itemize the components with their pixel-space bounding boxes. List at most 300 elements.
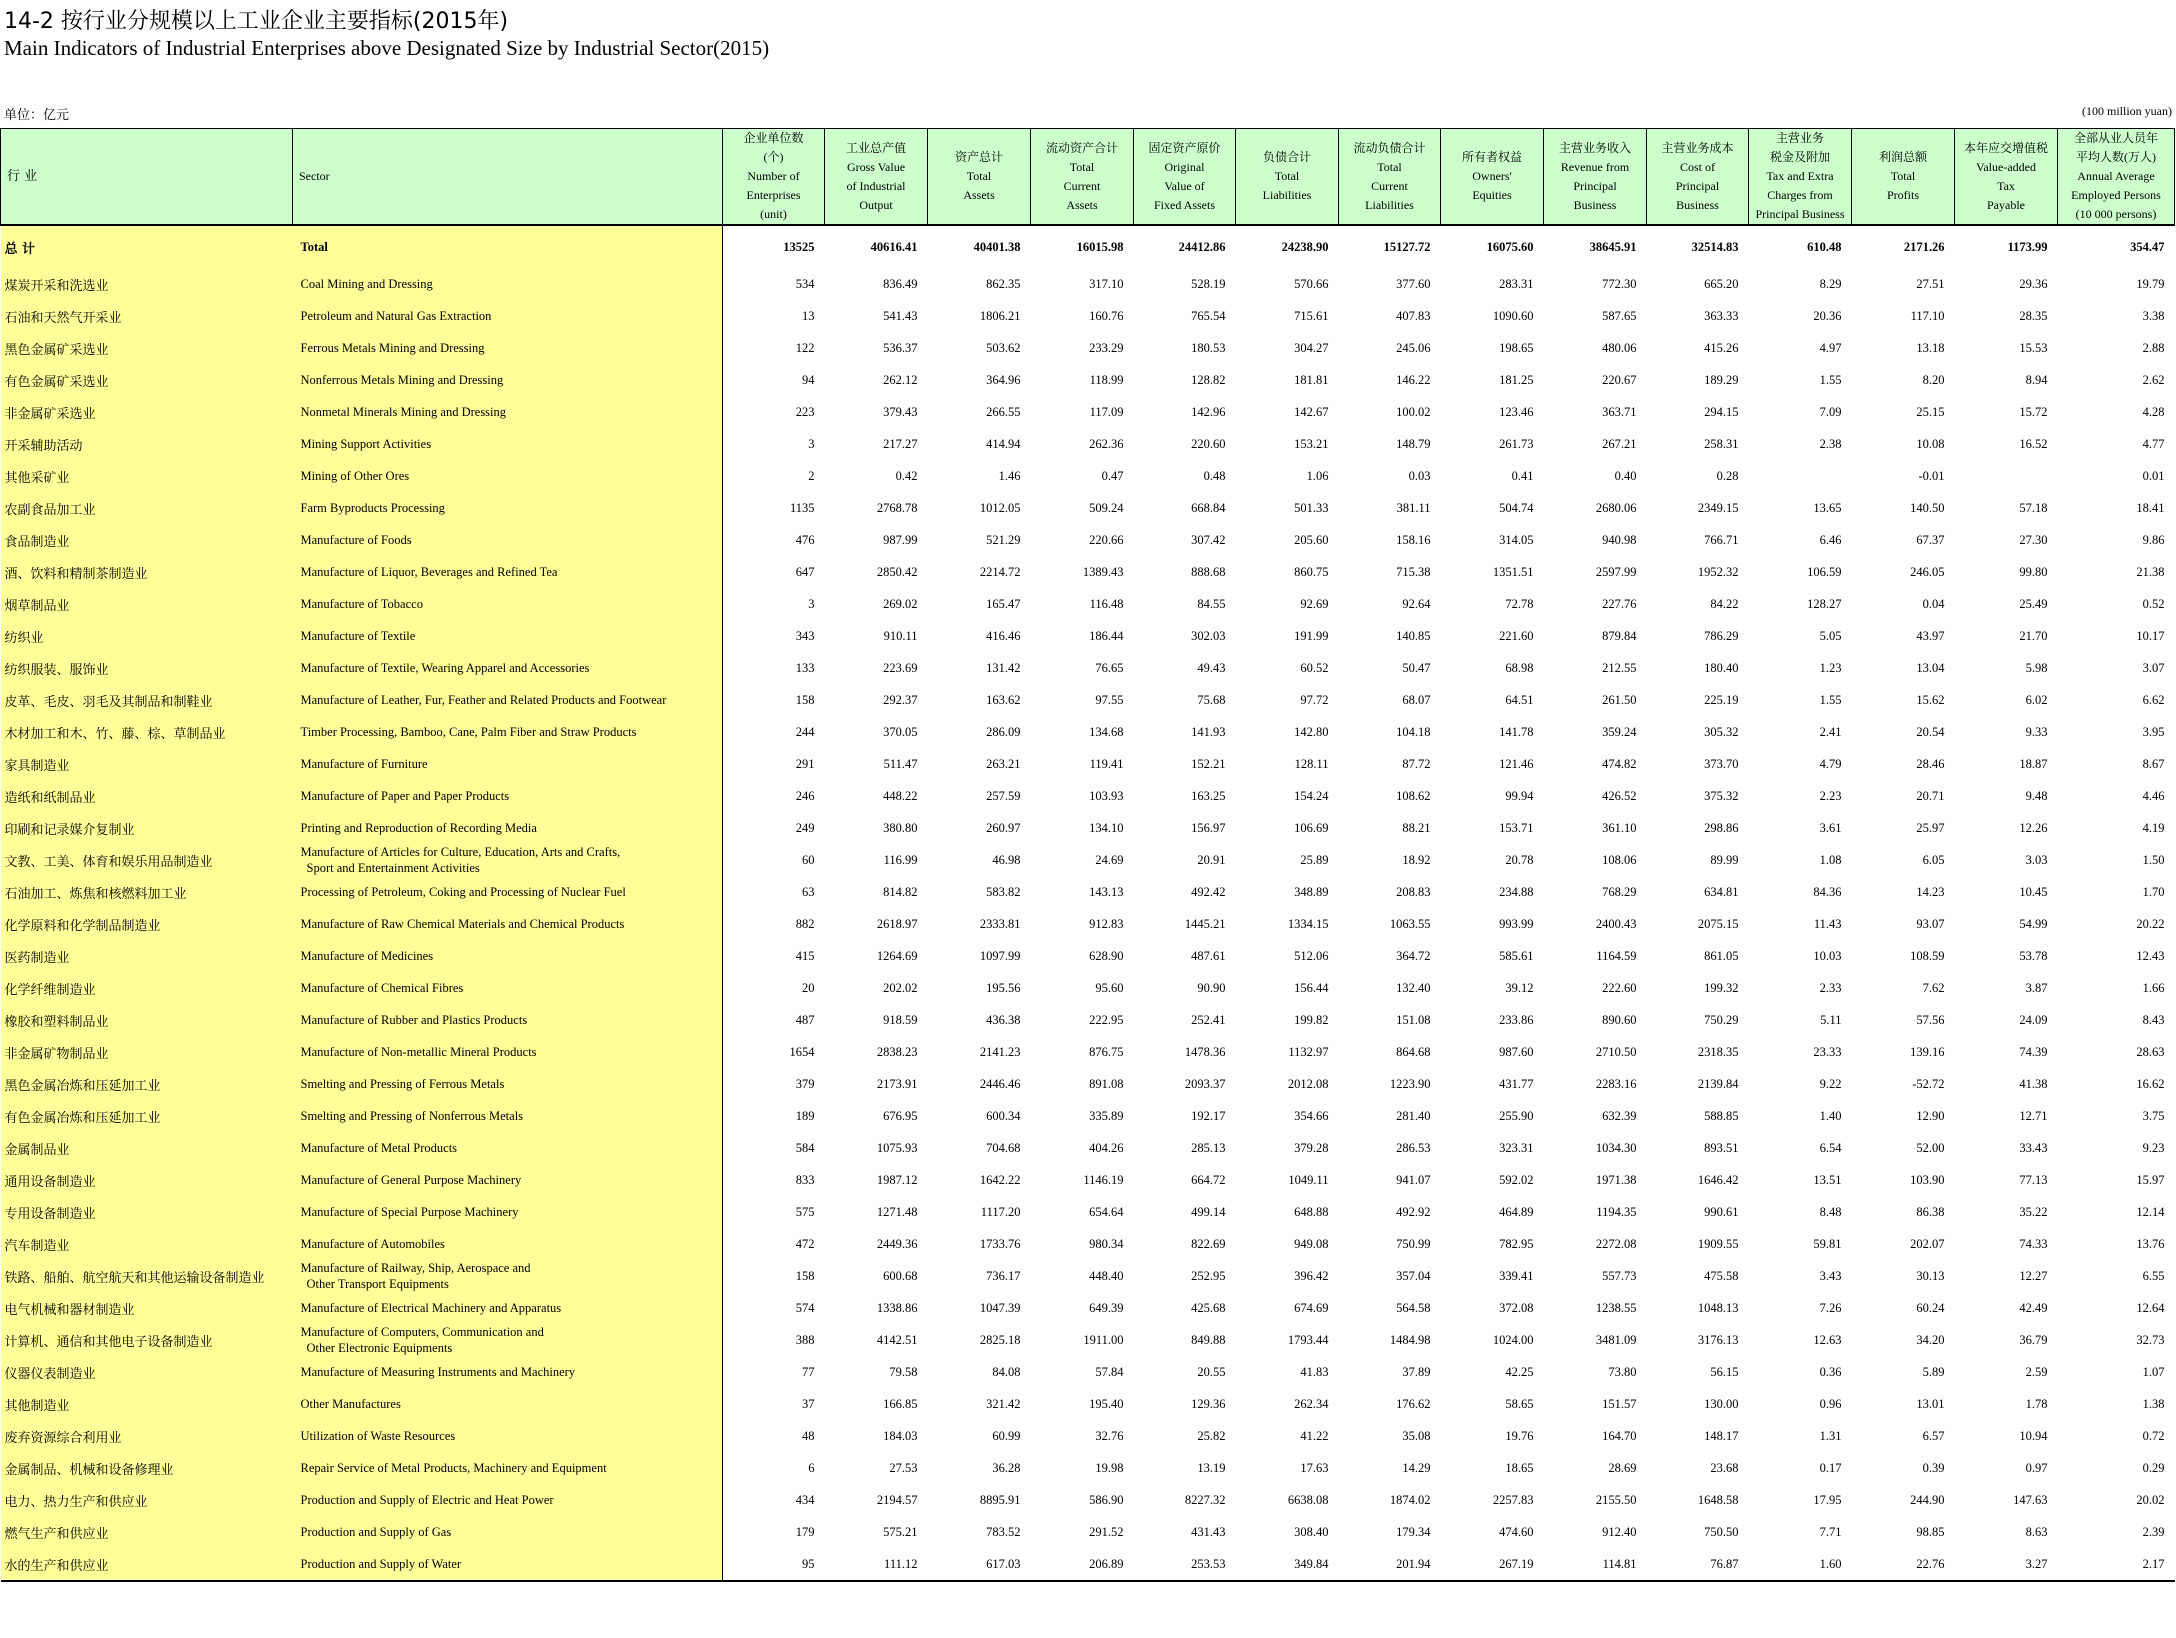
value-cell: 35.08 [1402,1428,1431,1443]
header-line: Gross Value [846,159,906,174]
value-cell: 153.21 [1294,436,1329,451]
value-cell: 584 [795,1140,815,1155]
value-cell: 233.86 [1499,1012,1534,1027]
value-cell: 202.07 [1910,1236,1945,1251]
value-cell: 833 [795,1172,815,1187]
table-header-row [1,129,2175,226]
value-cell: 1654 [789,1044,815,1059]
value-cell: 53.78 [2019,948,2048,963]
value-cell: 8.63 [2025,1524,2048,1539]
value-cell: 20.71 [1916,788,1945,803]
value-cell: 245.06 [1396,340,1431,355]
value-cell: 106.69 [1294,820,1329,835]
page-title-cn: 14-2 按行业分规模以上工业企业主要指标(2015年) [4,9,509,34]
value-cell: 1117.20 [980,1204,1021,1219]
sector-name-en: Manufacture of Leather, Fur, Feather and Related Products and Footwear [293,684,723,716]
table-row [1,524,2175,556]
header-sector-cn: 行 业 [1,129,293,226]
value-cell: 41.83 [1300,1364,1329,1379]
header-line: Fixed Assets [1153,197,1215,212]
value-cell: 377.60 [1396,276,1431,291]
value-cell: 4.79 [1819,756,1842,771]
value-cell: 33.43 [2019,1140,2048,1155]
value-cell: 13.19 [1197,1460,1226,1475]
value-cell: 715.61 [1294,308,1329,323]
table-row [1,1228,2175,1260]
value-cell: 163.62 [986,692,1021,707]
value-cell: 536.37 [883,340,918,355]
value-cell: 17.95 [1813,1492,1842,1507]
value-cell: 1135 [789,500,815,515]
header-line: 全部从业人员年 [2073,131,2158,145]
value-cell: 379.28 [1294,1140,1329,1155]
value-cell: 191.99 [1294,628,1329,643]
value-cell: 1733.76 [979,1236,1021,1251]
value-cell: 20.36 [1813,308,1842,323]
value-cell: 154.24 [1294,788,1329,803]
value-cell: 600.34 [986,1108,1021,1123]
value-cell: 2093.37 [1184,1076,1226,1091]
header-line: 平均人数(万人) [2076,150,2156,164]
value-cell: 2349.15 [1697,500,1739,515]
sector-name-cn: 橡胶和塑料制品业 [1,1004,293,1036]
value-cell: 1063.55 [1389,916,1431,931]
sector-name-en: Ferrous Metals Mining and Dressing [293,332,723,364]
value-cell: 1909.55 [1697,1236,1739,1251]
value-cell: 864.68 [1396,1044,1431,1059]
value-cell: 140.50 [1910,500,1945,515]
value-cell: 286.09 [986,724,1021,739]
header-line: Annual Average [2077,169,2155,183]
value-cell: 766.71 [1704,532,1739,547]
value-cell: 46.98 [992,852,1021,867]
value-cell: 128.11 [1294,756,1329,771]
value-cell: 292.37 [883,692,918,707]
value-cell: 108.06 [1602,852,1637,867]
value-cell: 13.76 [2136,1236,2165,1251]
table-row [1,1196,2175,1228]
value-cell: 1911.00 [1083,1332,1124,1347]
header-line: (unit) [760,207,787,221]
value-cell: 201.94 [1339,1548,1441,1581]
sector-name-cn: 烟草制品业 [1,588,293,620]
value-cell: 114.81 [1544,1548,1647,1581]
sector-name-cn: 铁路、船舶、航空航天和其他运输设备制造业 [1,1260,293,1292]
value-cell: 487.61 [1191,948,1226,963]
sector-name-en [293,844,723,876]
value-cell: 20.02 [2136,1492,2165,1507]
value-cell: 84.36 [1813,884,1842,899]
table-row [1,1356,2175,1388]
value-cell: 77.13 [2019,1172,2048,1187]
value-cell: 3176.13 [1697,1332,1739,1347]
header-line: Liabilities [1262,188,1312,202]
header-line: Enterprises [746,188,801,202]
value-cell: 164.70 [1602,1428,1637,1443]
value-cell: 416.46 [986,628,1021,643]
sector-name-en-line2: Other Electronic Equipments [306,1341,453,1355]
sector-name-en: Manufacture of Foods [293,524,723,556]
sector-name-cn: 金属制品业 [1,1132,293,1164]
table-row [1,940,2175,972]
value-cell: 654.64 [1089,1204,1124,1219]
value-cell: 3.27 [1955,1548,2058,1581]
header-line: (10 000 persons) [2075,207,2157,221]
value-cell: 2.59 [2025,1364,2048,1379]
value-cell: 1048.13 [1697,1300,1739,1315]
value-cell: 261.50 [1602,692,1637,707]
value-cell: 373.70 [1704,756,1739,771]
value-cell: 84.08 [992,1364,1021,1379]
table-row [1,1260,2175,1292]
sector-name-en: Manufacture of Metal Products [293,1132,723,1164]
value-cell: 910.11 [883,628,918,643]
value-cell: 8.20 [1922,372,1945,387]
table-row [1,876,2175,908]
value-cell: 181.25 [1499,372,1534,387]
value-cell: 8.67 [2142,756,2165,771]
value-cell: 0.03 [1408,468,1431,483]
value-cell: 9.86 [2142,532,2165,547]
value-cell: 0.52 [2142,596,2165,611]
table-row [1,780,2175,812]
value-cell: 1.06 [1306,468,1329,483]
value-cell: 198.65 [1499,340,1534,355]
value-cell: 2171.26 [1903,239,1945,254]
value-cell: 220.67 [1602,372,1637,387]
value-cell: 165.47 [986,596,1021,611]
value-cell: 60 [802,852,815,867]
header-line: 资产总计 [954,150,1003,164]
value-cell: 1.50 [2142,852,2165,867]
value-cell: 2194.57 [876,1492,918,1507]
value-cell: 208.83 [1396,884,1431,899]
value-cell: 487 [795,1012,815,1027]
header-col-7 [1441,129,1544,226]
value-cell: 122 [795,340,815,355]
value-cell: 1012.05 [979,500,1021,515]
value-cell: 118.99 [1089,372,1124,387]
value-cell: 262.12 [883,372,918,387]
value-cell: 610.48 [1807,239,1842,254]
header-line: Owners' [1472,169,1512,183]
value-cell: 63 [802,884,815,899]
value-cell: 291 [795,756,815,771]
value-cell: 139.16 [1910,1044,1945,1059]
value-cell: 252.41 [1191,1012,1226,1027]
value-cell: 1389.43 [1082,564,1124,579]
value-cell: 57.18 [2019,500,2048,515]
value-cell: 43.97 [1916,628,1945,643]
value-cell: 0.72 [2142,1428,2165,1443]
value-cell: 426.52 [1602,788,1637,803]
value-cell: 37 [802,1396,815,1411]
value-cell: 575 [795,1204,815,1219]
value-cell: 357.04 [1396,1268,1431,1283]
header-line: Tax and Extra [1766,169,1834,183]
value-cell: 36.28 [992,1460,1021,1475]
sector-name-en: Manufacture of Automobiles [293,1228,723,1260]
value-cell: 180.53 [1191,340,1226,355]
sector-name-en: Manufacture of General Purpose Machinery [293,1164,723,1196]
value-cell: 158.16 [1396,532,1431,547]
value-cell: 876.75 [1089,1044,1124,1059]
value-cell: 117.09 [1089,404,1124,419]
value-cell: 10.94 [2019,1428,2048,1443]
value-cell: 4.19 [2142,820,2165,835]
value-cell: 704.68 [986,1140,1021,1155]
header-line: 企业单位数 [743,131,804,145]
value-cell: 142.80 [1294,724,1329,739]
value-cell: 632.39 [1602,1108,1637,1123]
indicators-table [0,128,2175,1582]
value-cell: 234.88 [1499,884,1534,899]
value-cell: 715.38 [1396,564,1431,579]
value-cell: 528.19 [1191,276,1226,291]
sector-name-cn: 文教、工美、体育和娱乐用品制造业 [1,844,293,876]
header-line: Total [1274,169,1300,183]
table-row [1,620,2175,652]
value-cell: 557.73 [1602,1268,1637,1283]
value-cell: 2825.18 [979,1332,1021,1347]
value-cell: 121.46 [1499,756,1534,771]
value-cell: 2.17 [2058,1548,2175,1581]
value-cell: 11.43 [1813,916,1842,931]
value-cell: 20.55 [1197,1364,1226,1379]
value-cell [1955,460,2058,492]
header-line: Number of [747,169,800,183]
sector-name-cn: 总 计 [1,225,293,268]
value-cell: 32514.83 [1691,239,1739,254]
sector-name-en: Manufacture of Special Purpose Machinery [293,1196,723,1228]
sector-name-en: Smelting and Pressing of Ferrous Metals [293,1068,723,1100]
header-line: Equities [1472,188,1512,202]
value-cell: 1146.19 [1083,1172,1124,1187]
value-cell: 860.75 [1294,564,1329,579]
value-cell: 987.99 [883,532,918,547]
value-cell: 862.35 [986,276,1021,291]
table-row-total [1,225,2175,268]
value-cell: 499.14 [1191,1204,1226,1219]
sector-name-en: Manufacture of Paper and Paper Products [293,780,723,812]
header-line: 流动负债合计 [1353,140,1426,155]
value-cell: 223 [795,404,815,419]
table-row [1,812,2175,844]
value-cell: 588.85 [1704,1108,1739,1123]
table-row [1,1324,2175,1356]
value-cell: 2.38 [1819,436,1842,451]
value-cell: 1164.59 [1596,948,1637,963]
value-cell: 1.46 [998,468,1021,483]
value-cell: 104.18 [1396,724,1431,739]
value-cell: 38645.91 [1589,239,1637,254]
sector-name-cn: 黑色金属冶炼和压延加工业 [1,1068,293,1100]
value-cell: 343 [795,628,815,643]
value-cell: 12.27 [2019,1268,2048,1283]
sector-name-en: Manufacture of Liquor, Beverages and Refined Tea [293,556,723,588]
value-cell: 949.08 [1294,1236,1329,1251]
value-cell: 95.60 [1095,980,1124,995]
sector-name-en: Manufacture of Non-metallic Mineral Products [293,1036,723,1068]
sector-name-en: Manufacture of Furniture [293,748,723,780]
value-cell: 304.27 [1294,340,1329,355]
value-cell: 20.54 [1916,724,1945,739]
value-cell: 79.58 [889,1364,918,1379]
table-row [1,1068,2175,1100]
table-row [1,428,2175,460]
value-cell: 253.53 [1134,1548,1236,1581]
value-cell: 153.71 [1499,820,1534,835]
value-cell: 1.70 [2142,884,2165,899]
value-cell: 73.80 [1608,1364,1637,1379]
sector-name-cn: 金属制品、机械和设备修理业 [1,1452,293,1484]
header-line: 本年应交增值税 [1963,140,2048,155]
value-cell: 146.22 [1396,372,1431,387]
value-cell: 212.55 [1602,660,1637,675]
header-line: Total [1069,159,1095,174]
value-cell: 25.49 [2019,596,2048,611]
value-cell: 1987.12 [876,1172,918,1187]
table-row [1,1132,2175,1164]
table-row [1,1484,2175,1516]
value-cell: 3 [808,436,815,451]
sector-name-en: Nonmetal Minerals Mining and Dressing [293,396,723,428]
value-cell: 36.79 [2019,1332,2048,1347]
value-cell: 1971.38 [1595,1172,1637,1187]
value-cell: 2400.43 [1595,916,1637,931]
value-cell: 349.84 [1236,1548,1339,1581]
value-cell: 0.17 [1819,1460,1842,1475]
value-cell: 148.17 [1704,1428,1739,1443]
value-cell: 116.99 [883,852,918,867]
value-cell: 8.48 [1819,1204,1842,1219]
value-cell: 891.08 [1089,1076,1124,1091]
value-cell: 1034.30 [1595,1140,1637,1155]
value-cell: 227.76 [1602,596,1637,611]
value-cell: 1194.35 [1596,1204,1637,1219]
value-cell [1749,460,1852,492]
header-col-9 [1647,129,1749,226]
value-cell: 990.61 [1704,1204,1739,1219]
value-cell: 19.98 [1095,1460,1124,1475]
value-cell: 179.34 [1396,1524,1431,1539]
value-cell: 93.07 [1916,916,1945,931]
value-cell: 1238.55 [1595,1300,1637,1315]
value-cell: 0.97 [2025,1460,2048,1475]
sector-name-en: Utilization of Waste Resources [293,1420,723,1452]
value-cell: 246.05 [1910,564,1945,579]
value-cell: 361.10 [1602,820,1637,835]
sector-name-en [293,1260,723,1292]
value-cell: 1338.86 [876,1300,918,1315]
value-cell: 6 [808,1460,815,1475]
sector-name-cn: 食品制造业 [1,524,293,556]
value-cell: 99.94 [1505,788,1534,803]
value-cell: 148.79 [1396,436,1431,451]
value-cell: 980.34 [1089,1236,1124,1251]
sector-name-cn: 医药制造业 [1,940,293,972]
sector-name-en: Production and Supply of Gas [293,1516,723,1548]
value-cell: 87.72 [1402,756,1431,771]
table-row [1,300,2175,332]
value-cell: 2597.99 [1595,564,1637,579]
header-line: 负债合计 [1262,150,1311,164]
value-cell: 2.33 [1819,980,1842,995]
value-cell: 142.96 [1191,404,1226,419]
value-cell: 354.66 [1294,1108,1329,1123]
value-cell: 521.29 [986,532,1021,547]
header-line: Profits [1886,188,1919,202]
table-row [1,844,2175,876]
value-cell: 0.28 [1716,468,1739,483]
value-cell: 339.41 [1499,1268,1534,1283]
value-cell: 13.04 [1916,660,1945,675]
value-cell: 448.40 [1089,1268,1124,1283]
value-cell: 27.30 [2019,532,2048,547]
value-cell: 68.07 [1402,692,1431,707]
value-cell: 404.26 [1089,1140,1124,1155]
value-cell: 21.70 [2019,628,2048,643]
value-cell: 40401.38 [973,239,1021,254]
value-cell: 13.18 [1916,340,1945,355]
value-cell: 0.39 [1922,1460,1945,1475]
value-cell: 131.42 [986,660,1021,675]
value-cell: 5.11 [1820,1012,1842,1027]
value-cell: 321.42 [986,1396,1021,1411]
value-cell: 2012.08 [1287,1076,1329,1091]
header-line: Payable [1987,197,2025,212]
value-cell: 133 [795,660,815,675]
value-cell: 574 [795,1300,815,1315]
value-cell: 476 [795,532,815,547]
value-cell: 21.38 [2136,564,2165,579]
value-cell: 12.43 [2136,948,2165,963]
header-line: Value of [1164,178,1205,193]
value-cell: 1049.11 [1288,1172,1329,1187]
value-cell: 24412.86 [1178,239,1226,254]
value-cell: 941.07 [1396,1172,1431,1187]
value-cell: 1097.99 [979,948,1021,963]
value-cell: 111.12 [825,1548,928,1581]
value-cell: 1024.00 [1492,1332,1534,1347]
value-cell: 67.37 [1916,532,1945,547]
value-cell: 18.87 [2019,756,2048,771]
value-cell: 665.20 [1704,276,1739,291]
sector-name-cn: 化学纤维制造业 [1,972,293,1004]
value-cell: 74.33 [2019,1236,2048,1251]
table-row [1,1100,2175,1132]
header-col-0 [723,129,825,226]
sector-name-en: Processing of Petroleum, Coking and Processing of Nuclear Fuel [293,876,723,908]
value-cell: 2850.42 [876,564,918,579]
sector-name-cn: 通用设备制造业 [1,1164,293,1196]
value-cell: 6.55 [2142,1268,2165,1283]
value-cell: 4.97 [1819,340,1842,355]
value-cell: 42.25 [1505,1364,1534,1379]
table-row [1,1388,2175,1420]
sector-name-cn: 专用设备制造业 [1,1196,293,1228]
value-cell: 575.21 [883,1524,918,1539]
table-row [1,908,2175,940]
sector-name-en-line2: Sport and Entertainment Activities [306,861,480,875]
value-cell: 30.13 [1916,1268,1945,1283]
value-cell: 18.41 [2136,500,2165,515]
value-cell: 2838.23 [876,1044,918,1059]
value-cell: 407.83 [1396,308,1431,323]
sector-name-en-line1: Manufacture of Railway, Ship, Aerospace and [300,1261,531,1275]
value-cell: 379.43 [883,404,918,419]
sector-name-cn: 黑色金属矿采选业 [1,332,293,364]
